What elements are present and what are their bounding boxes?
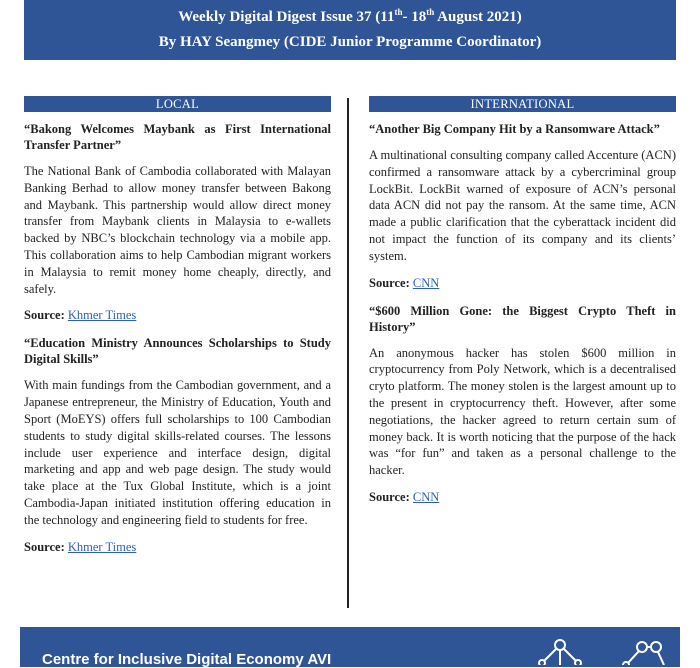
article-title: “Education Ministry Announces Scholarships to Study Digital Skills” bbox=[24, 336, 331, 367]
international-article-1 bbox=[369, 121, 676, 291]
article-source: Source: Khmer Times bbox=[24, 308, 137, 323]
footer-banner bbox=[20, 627, 680, 667]
local-heading: LOCAL bbox=[24, 96, 331, 112]
column-divider bbox=[347, 98, 349, 608]
network-nodes-icon bbox=[520, 635, 670, 665]
article-source: Source: CNN bbox=[369, 275, 440, 290]
article-body: A multinational consulting company called Accenture (ACN) confirmed a ransomware attack by a cybercriminal group LockBit. LockBit warned of exposure of ACN’s personal data ACN did not pay the ransom. At the same time, ACN made a public clarification that the cyberattack incident did not impact the function of its company and its clients’ system. bbox=[369, 148, 676, 263]
header-banner bbox=[24, 0, 676, 60]
article-body: An anonymous hacker has stolen $600 million in cryptocurrency from Poly Network, which is a decentralised cryto platform. The money stolen is the largest amount up to the present in cryptocurrency theft. However, after some negotiations, the hacker agreed to return certain sum of money back. It is worth noticing that the purpose of the hack was “for fun” and taken as a personal challenge to the hacker. bbox=[369, 345, 676, 478]
source-link-cnn[interactable]: CNN bbox=[412, 489, 440, 504]
source-link-khmer-times[interactable]: Khmer Times bbox=[67, 308, 137, 323]
article-source: Source: Khmer Times bbox=[24, 539, 137, 554]
footer-org-text: Centre for Inclusive Digital Economy AVI bbox=[42, 651, 332, 668]
source-link-cnn[interactable]: CNN bbox=[412, 275, 440, 290]
article-title: “Another Big Company Hit by a Ransomware Attack” bbox=[369, 122, 660, 136]
article-source: Source: CNN bbox=[369, 489, 440, 504]
byline: By HAY Seangmey (CIDE Junior Programme Coordinator) bbox=[158, 34, 542, 50]
local-article-1 bbox=[24, 121, 331, 323]
issue-title: Weekly Digital Digest Issue 37 (11th- 18th August 2021) bbox=[178, 7, 522, 25]
local-column bbox=[24, 96, 331, 567]
source-link-khmer-times[interactable]: Khmer Times bbox=[67, 539, 137, 554]
local-article-2 bbox=[24, 335, 331, 554]
article-title: “$600 Million Gone: the Biggest Crypto Theft in History” bbox=[369, 303, 676, 334]
international-column bbox=[369, 96, 676, 517]
article-body: The National Bank of Cambodia collaborated with Malayan Banking Berhad to allow money transfer between Bakong and Maybank. This partnership would allow direct money transfer from Maybank clients in Malaysia to e-wallets backed by NBC’s blockchain technology via a mobile app. This collaboration aims to help Cambodian migrant workers in Malaysia to remit money home cheaply, directly, and safely. bbox=[24, 164, 331, 296]
article-body: With main fundings from the Cambodian government, and a Japanese entrepreneur, the Ministry of Education, Youth and Sport (MoEYS) offers full scholarships to 100 Cambodian students to study digital skills-related courses. The lessons include user experience and interface design, digital marketing and app and web page design. The study would take place at the Tux Global Institute, which is a joint Cambodia-Japan initiated institution offering education in the technology and engineering field to students for free. bbox=[24, 378, 331, 527]
international-article-2 bbox=[369, 303, 676, 505]
article-title: “Bakong Welcomes Maybank as First International Transfer Partner” bbox=[24, 122, 331, 152]
international-heading: INTERNATIONAL bbox=[369, 96, 676, 112]
